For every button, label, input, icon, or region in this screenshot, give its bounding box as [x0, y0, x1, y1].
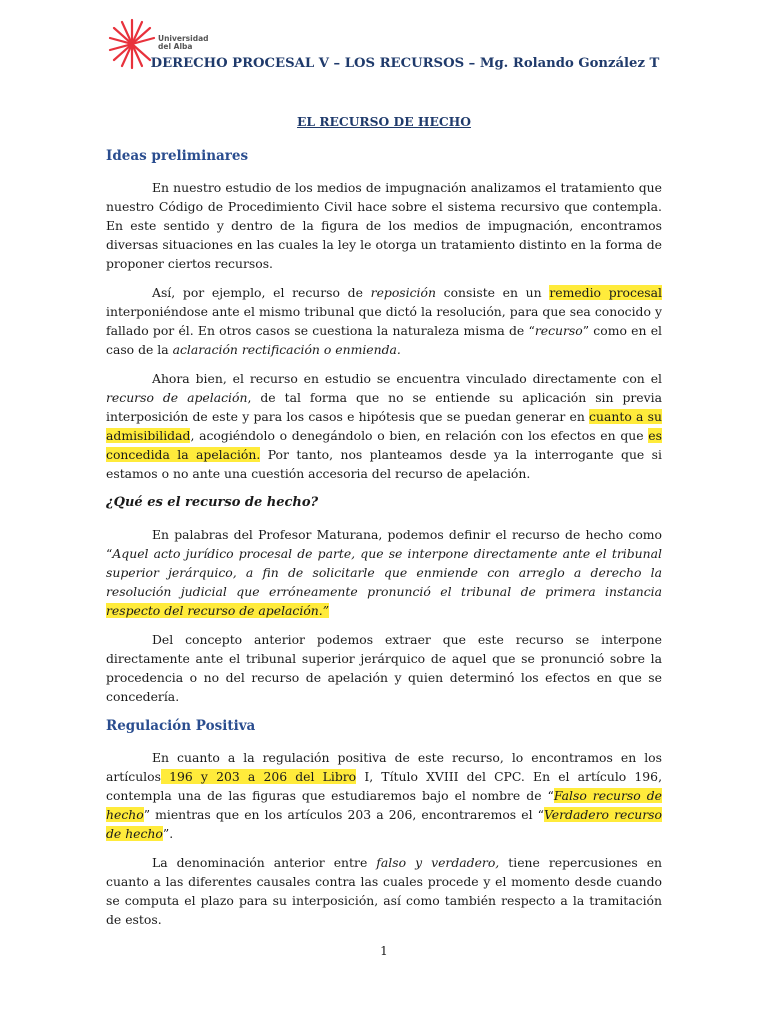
paragraph-6: En cuanto a la regulación positiva de este recurso, lo encontramos en los artículos 196 y 203 a 206 del Libro I, Título XVIII del CPC. En el artículo 196, contempla una de las figuras que estudiaremos bajo el nombre de “Falso recurso de hecho” mientras que en los artículos 203 a 206, encontraremos el “Verdadero recurso de hecho”.	[106, 750, 663, 841]
logo-line-2: del Alba	[158, 42, 193, 51]
logo-text	[158, 35, 209, 51]
highlight: es concedida la apelación.	[106, 428, 662, 462]
paragraph-5: Del concepto anterior podemos extraer que este recurso se interpone directamente ante el tribunal superior jerárquico de aquel que se pronunció sobre la procedencia o no del recurso de apelación y quien determinó los efectos en que se concedería.	[106, 632, 662, 704]
heading-que-es: ¿Qué es el recurso de hecho?	[106, 495, 319, 510]
highlight: 196 y 203 a 206 del Libro	[160, 769, 357, 784]
document-body	[106, 146, 662, 929]
paragraph-2: Así, por ejemplo, el recurso de reposición consiste en un remedio procesal interponiéndose ante el mismo tribunal que dictó la resolución, para que sea conocido y fallado por él. En otros casos se cuestiona la naturaleza misma de “recurso” como en el caso de la aclaración rectificación o enmienda.	[106, 285, 662, 357]
highlight: Verdadero recurso de hecho	[106, 807, 662, 841]
paragraph-4: En palabras del Profesor Maturana, podemos definir el recurso de hecho como “Aquel acto jurídico procesal de parte, que se interpone directamente ante el tribunal superior jerárquico, a fin de solicitarle que enmiende con arreglo a derecho la resolución judicial que erróneamente pronunció el tribunal de primera instancia respecto del recurso de apelación.”	[106, 527, 662, 618]
logo-line-1: Universidad	[158, 34, 209, 43]
highlight: cuanto a su admisibilidad	[106, 409, 662, 443]
paragraph-3: Ahora bien, el recurso en estudio se encuentra vinculado directamente con el recurso de apelación, de tal forma que no se entiende su aplicación sin previa interposición de este y para los casos e hipótesis que se puedan generar en cuanto a su admisibilidad, acogiéndolo o denegándolo o bien, en relación con los efectos en que es concedida la apelación. Por tanto, nos planteamos desde ya la interrogante que si estamos o no ante una cuestión accesoria del recurso de apelación.	[106, 371, 662, 481]
page-number: 1	[380, 944, 388, 958]
highlight: remedio procesal	[549, 285, 662, 300]
page-header: DERECHO PROCESAL V – LOS RECURSOS – Mg. Rolando González T	[150, 56, 660, 71]
paragraph-7: La denominación anterior entre falso y verdadero, tiene repercusiones en cuanto a las diferentes causales contra las cuales procede y el momento desde cuando se computa el plazo para su interposición, así como también respecto a la tramitación de estos.	[106, 855, 663, 927]
paragraph-1: En nuestro estudio de los medios de impugnación analizamos el tratamiento que nuestro Código de Procedimiento Civil hace sobre el sistema recursivo que contempla. En este sentido y dentro de la figura de los medios de impugnación, encontramos diversas situaciones en las cuales la ley le otorga un tratamiento distinto en la forma de proponer ciertos recursos.	[106, 180, 662, 271]
heading-regulacion-positiva: Regulación Positiva	[106, 718, 256, 734]
highlight: respecto del recurso de apelación.”	[106, 603, 330, 618]
document-title: EL RECURSO DE HECHO	[297, 114, 471, 129]
highlight: Falso recurso de hecho	[106, 788, 662, 822]
heading-ideas-preliminares: Ideas preliminares	[106, 148, 249, 164]
